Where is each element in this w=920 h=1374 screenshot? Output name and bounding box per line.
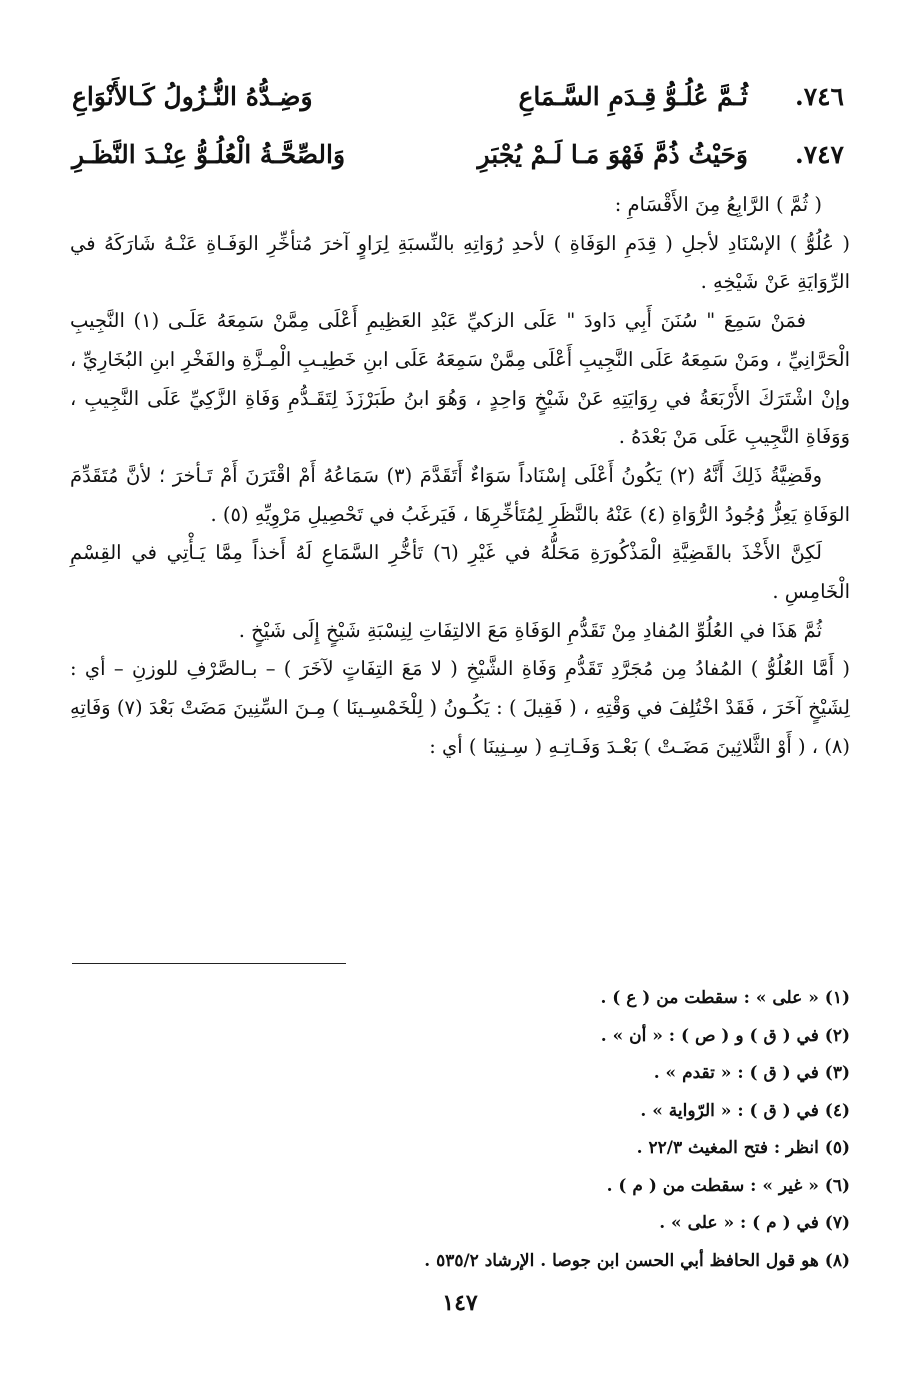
footnote-item: (٣) في ( ق ) : « تقدم » . bbox=[653, 1063, 850, 1083]
verse-second-hemistich: وَضِـدُّهُ النُّـزُولُ كَـالأَنْوَاعِ bbox=[72, 82, 313, 111]
verse-number: ٧٤٧. bbox=[794, 140, 844, 169]
verse-746 bbox=[60, 74, 850, 126]
verse-first-hemistich: وَحَيْثُ ذُمَّ فَهْوَ مَـا لَـمْ يُجْبَرِ bbox=[477, 140, 748, 169]
commentary-paragraph: ثُمَّ هَذَا في العُلُوِّ المُفادِ مِنْ تَقَدُّمِ الوَفَاةِ مَعَ الالتِفَاتِ لِنِسْبَةِ شَيْخٍ إِلَى شَيْخٍ . bbox=[238, 618, 822, 642]
commentary-paragraph: ( عُلُوُّ ) الإسْنَادِ لأجلِ ( قِدَمِ الوَفَاةِ ) لأحدِ رُوَاتِهِ بالنِّسبَةِ لِرَاوٍ آخرَ مُتأخِّرِ الوَفَـاةِ عَنْـهُ شَارَكَهُ في الرِّوَايَةِ عَنْ شَيْخِهِ . bbox=[70, 231, 850, 294]
footnote-item: (٥) انظر : فتح المغيث ٢٢/٣ . bbox=[636, 1138, 850, 1158]
verse-first-hemistich: ثُـمَّ عُلُـوُّ قِـدَمِ السَّـمَاعِ bbox=[518, 82, 748, 111]
footnote-item: (٧) في ( م ) : « على » . bbox=[659, 1213, 850, 1233]
footnote-item: (٤) في ( ق ) : « الرّواية » . bbox=[640, 1100, 850, 1121]
verse-second-hemistich: وَالصِّحَّـةُ الْعُلُـوُّ عِنْـدَ النَّظَـرِ bbox=[72, 140, 346, 169]
footnote-item: (١) « على » : سقطت من ( ع ) . bbox=[600, 988, 850, 1008]
verse-number: ٧٤٦. bbox=[794, 82, 844, 111]
footnotes bbox=[70, 980, 850, 1280]
commentary-paragraph: ( أَمَّا العُلُوُّ ) المُفادُ مِن مُجَرَّدِ تَقَدُّمِ وَفَاةِ الشَّيْخِ ( لا مَعَ التِفَاتٍ لآخَرَ ) – بـالصَّرْفِ للوزنِ – أي : لِشَيْخٍ آخَرَ ، فَقَدْ اخْتُلِفَ في وَقْتِهِ ، ( فَقِيلَ ) : يَكُـونُ ( لِلْخَمْسِـينَا ) مِـنَ السِّنِينَ مَضَتْ بَعْدَ (٧) وَفَاتِهِ (٨) ، ( أَوْ الثَّلاثِينَ مَضَـتْ ) بَعْـدَ وَفَـاتِـهِ ( سِـنِينَا ) أي : bbox=[70, 657, 850, 758]
verse-747 bbox=[60, 132, 850, 184]
footnote-separator bbox=[72, 963, 346, 964]
commentary-paragraph: لَكِنَّ الأَخْذَ بالقَضِيَّةِ الْمَذْكُورَةِ مَحَلُّهُ في غَيْرِ (٦) تَأخُّرِ السَّمَاعِ لَهُ أَخذاً مِمَّا يَـأْتِي في القِسْمِ الْخَامِسِ . bbox=[70, 541, 850, 604]
commentary-paragraph: فمَنْ سَمِعَ " سُنَنَ أَبِي دَاودَ " عَلَى الزكيِّ عَبْدِ العَظِيمِ أَعْلَى مِمَّنْ سَمِعَهُ عَلَـى (١) النَّجِيبِ الْحَرَّانِيِّ ، ومَنْ سَمِعَهُ عَلَى النَّجِيبِ أَعْلَى مِمَّنْ سَمِعَهُ عَلَى ابنِ خَطِيـبِ الْمِـزَّةِ والفَخْرِ ابنِ البُخَارِيِّ ، وإنْ اشْتَرَكَ الأَرْبَعَةُ في رِوَايَتِهِ عَنْ شَيْخٍ وَاحِدٍ ، وَهُوَ ابنُ طَبَرْزَذَ لِتَقَـدُّمِ وَفَاةِ الزَّكِيِّ عَلَى النَّجِيبِ ، وَوَفَاةِ النَّجِيبِ عَلَى مَنْ بَعْدَهُ . bbox=[70, 309, 850, 449]
footnote-item: (٢) في ( ق ) و ( ص ) : « أن » . bbox=[600, 1025, 850, 1046]
page-number: ١٤٧ bbox=[442, 1290, 478, 1316]
commentary-paragraph: وقَضِيَّةُ ذَلِكَ أَنَّهُ (٢) يَكُونُ أَعْلَى إسْنَاداً سَوَاءٌ أَتَقَدَّمَ (٣) سَمَاعُهُ أَمْ اقْتَرَنَ أَمْ تَـأخرَ ؛ لأنَّ مُتَقَدِّمَ الوَفَاةِ يَعِزُّ وُجُودُ الرُّوَاةِ (٤) عَنْهُ بالنَّظَرِ لِمُتَأخِّرِهَا ، فَيَرغَبُ في تَحْصِيلِ مَرْوِيِّهِ (٥) . bbox=[70, 463, 850, 526]
commentary-paragraph: ( ثُمَّ ) الرَّابِعُ مِنَ الأَقْسَامِ : bbox=[614, 193, 822, 216]
commentary-body bbox=[70, 186, 850, 767]
footnote-item: (٨) هو قول الحافظ أبي الحسن ابن جوصا . الإرشاد ٥٣٥/٢ . bbox=[424, 1250, 850, 1271]
footnote-item: (٦) « غير » : سقطت من ( م ) . bbox=[606, 1175, 850, 1196]
